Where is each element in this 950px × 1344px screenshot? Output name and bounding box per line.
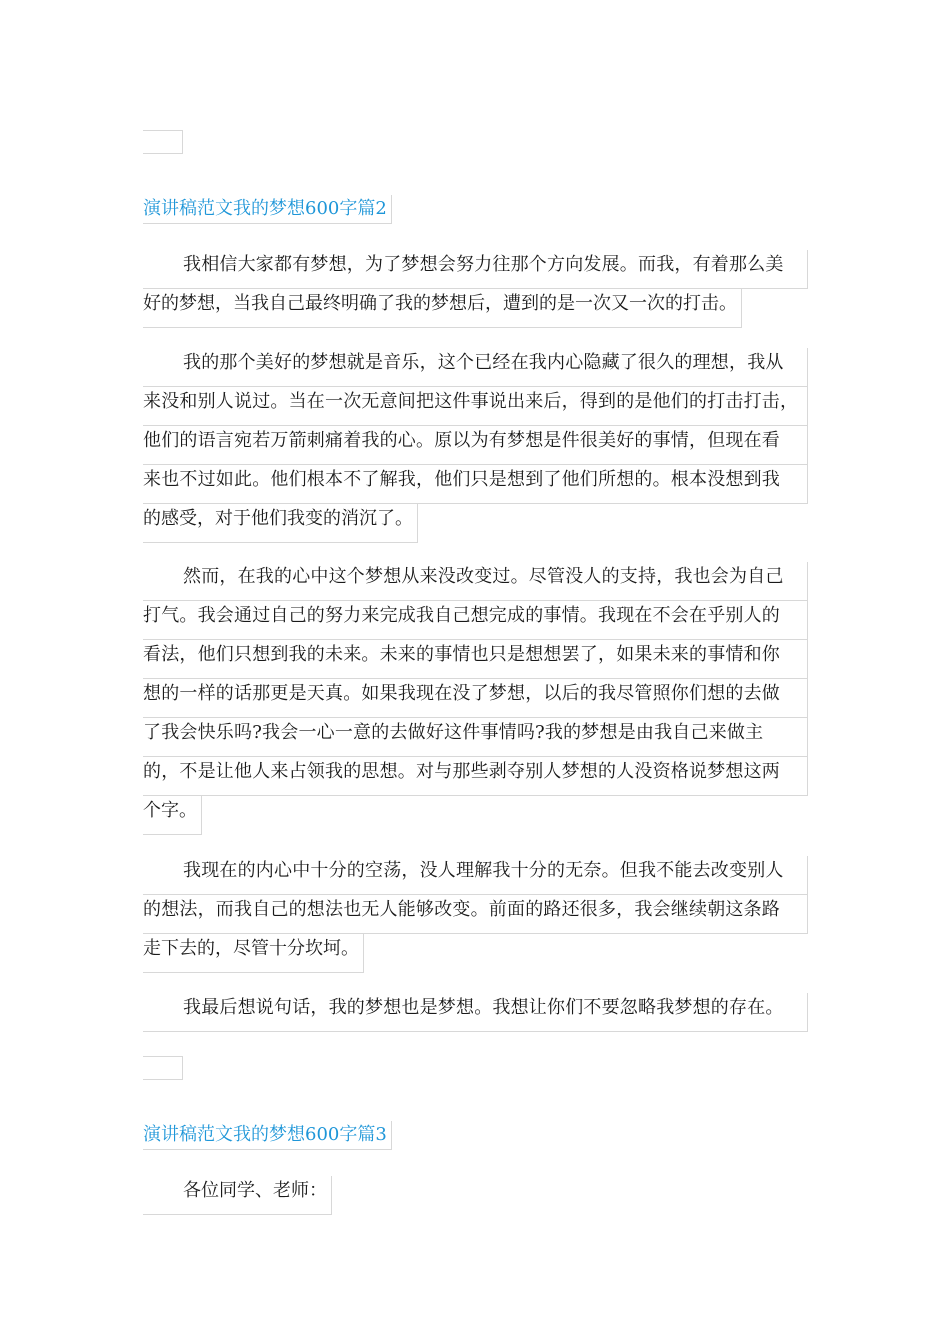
paragraph [143, 1176, 808, 1215]
text-line: 来也不过如此。他们根本不了解我，他们只是想到了他们所想的。根本没想到我 [143, 465, 808, 504]
paragraph [143, 856, 808, 973]
text-line: 打气。我会通过自己的努力来完成我自己想完成的事情。我现在不会在乎别人的 [143, 601, 808, 640]
text-line: 他们的语言宛若万箭刺痛着我的心。原以为有梦想是件很美好的事情，但现在看 [143, 426, 808, 465]
text-line: 然而，在我的心中这个梦想从来没改变过。尽管没人的支持，我也会为自己 [143, 562, 808, 601]
text-line: 的想法，而我自己的想法也无人能够改变。前面的路还很多，我会继续朝这条路 [143, 895, 808, 934]
text-line: 来没和别人说过。当在一次无意间把这件事说出来后，得到的是他们的打击打击， [143, 387, 808, 426]
empty-text-box [143, 1056, 183, 1080]
text-line: 走下去的，尽管十分坎坷。 [143, 934, 364, 973]
text-line: 我现在的内心中十分的空荡，没人理解我十分的无奈。但我不能去改变别人 [143, 856, 808, 895]
text-line: 我相信大家都有梦想，为了梦想会努力往那个方向发展。而我，有着那么美 [143, 250, 808, 289]
text-line: 看法，他们只想到我的未来。未来的事情也只是想想罢了，如果未来的事情和你 [143, 640, 808, 679]
text-line: 想的一样的话那更是天真。如果我现在没了梦想，以后的我尽管照你们想的去做 [143, 679, 808, 718]
paragraph [143, 993, 808, 1032]
text-line: 的，不是让他人来占领我的思想。对与那些剥夺别人梦想的人没资格说梦想这两 [143, 757, 808, 796]
text-line: 我的那个美好的梦想就是音乐，这个已经在我内心隐藏了很久的理想，我从 [143, 348, 808, 387]
text-line: 了我会快乐吗?我会一心一意的去做好这件事情吗?我的梦想是由我自己来做主 [143, 718, 808, 757]
text-line: 个字。 [143, 796, 202, 835]
paragraph [143, 562, 808, 835]
text-line: 我最后想说句话，我的梦想也是梦想。我想让你们不要忽略我梦想的存在。 [143, 993, 808, 1032]
section-heading: 演讲稿范文我的梦想600字篇2 [143, 195, 392, 224]
empty-text-box [143, 130, 183, 154]
text-line: 的感受，对于他们我变的消沉了。 [143, 504, 418, 543]
section-heading: 演讲稿范文我的梦想600字篇3 [143, 1121, 392, 1150]
paragraph [143, 250, 808, 328]
text-line: 好的梦想，当我自己最终明确了我的梦想后，遭到的是一次又一次的打击。 [143, 289, 742, 328]
paragraph [143, 348, 808, 543]
text-line: 各位同学、老师： [143, 1176, 332, 1215]
